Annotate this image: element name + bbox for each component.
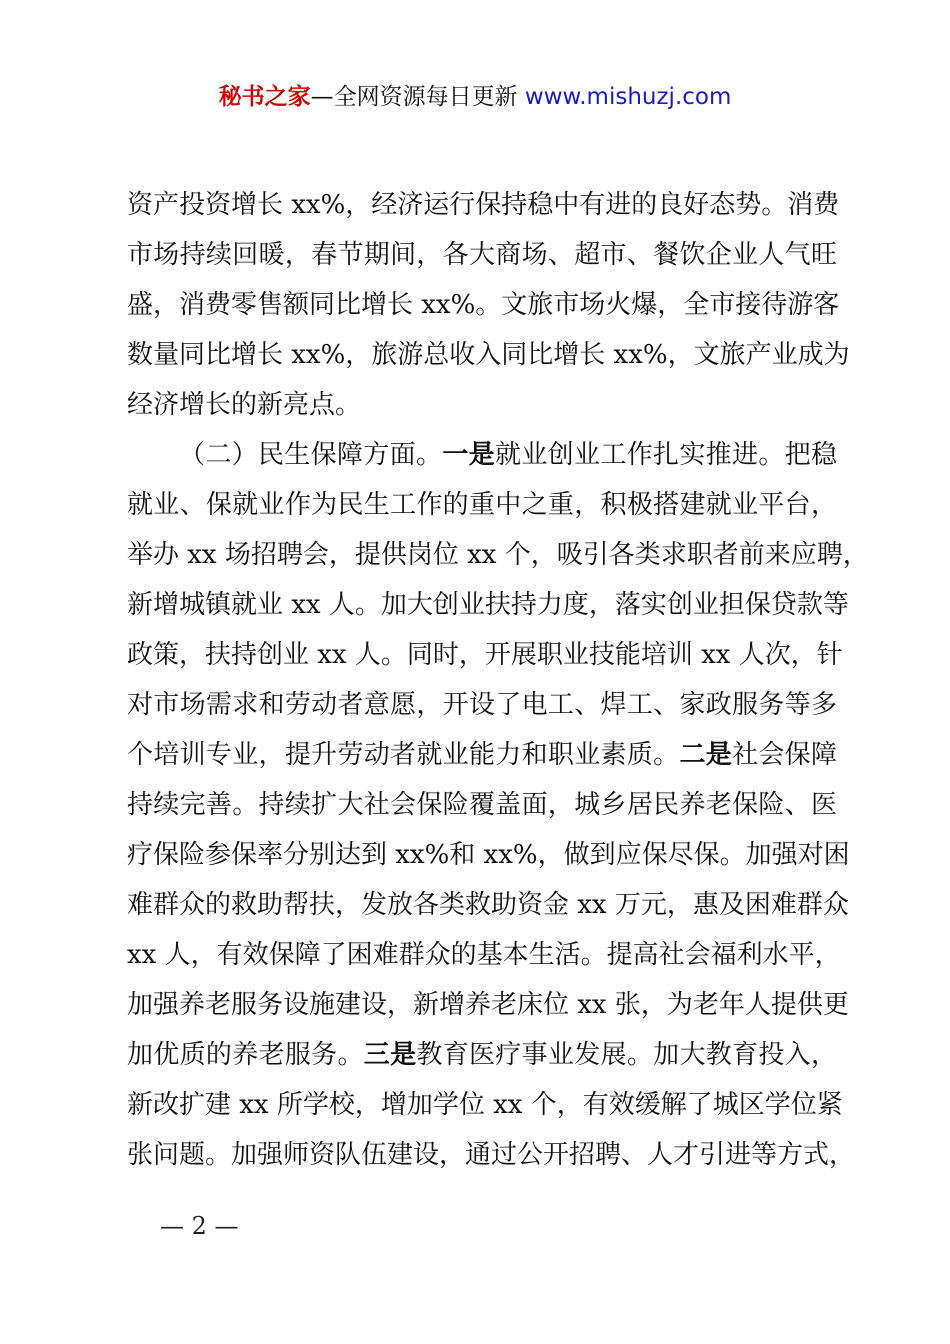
text-segment: 对市场需求和劳动者意愿，开设了电工、焊工、家政服务等多 — [127, 690, 837, 720]
text-segment: 政策，扶持创业 xx 人。同时，开展职业技能培训 xx 人次，针 — [127, 640, 843, 670]
text-segment: 新改扩建 xx 所学校，增加学位 xx 个，有效缓解了城区学位紧 — [127, 1090, 843, 1120]
text-segment: 就业、保就业作为民生工作的重中之重，积极搭建就业平台， — [127, 490, 837, 520]
text-line — [127, 280, 840, 330]
site-brand: 秘书之家 — [218, 84, 311, 110]
text-line — [127, 330, 850, 380]
page-number: — 2 — — [160, 1212, 239, 1240]
site-banner — [0, 82, 950, 112]
text-segment: 盛，消费零售额同比增长 xx%。文旅市场火爆，全市接待游客 — [127, 290, 840, 320]
text-line — [127, 380, 837, 430]
site-slogan: —全网资源每日更新 — [310, 84, 518, 110]
text-segment: 举办 xx 场招聘会，提供岗位 xx 个，吸引各类求职者前来应聘， — [127, 540, 869, 570]
text-line — [127, 480, 837, 530]
text-segment: 数量同比增长 xx%，旅游总收入同比增长 xx%，文旅产业成为 — [127, 340, 850, 370]
text-line — [127, 780, 837, 830]
text-line — [127, 530, 869, 580]
text-line — [127, 230, 837, 280]
text-line — [127, 180, 840, 230]
site-url-link[interactable]: www.mishuzj.com — [524, 84, 732, 110]
text-segment: 就业创业工作扎实推进。把稳 — [495, 440, 837, 470]
text-line — [127, 630, 843, 680]
text-line — [127, 980, 849, 1030]
text-line — [127, 1030, 837, 1080]
text-segment: 个培训专业，提升劳动者就业能力和职业素质。 — [127, 740, 680, 770]
text-segment: xx 人，有效保障了困难群众的基本生活。提高社会福利水平， — [127, 940, 841, 970]
text-segment: 难群众的救助帮扶，发放各类救助资金 xx 万元，惠及困难群众 — [127, 890, 849, 920]
text-segment: 新增城镇就业 xx 人。加大创业扶持力度，落实创业担保贷款等 — [127, 590, 849, 620]
text-line — [127, 580, 849, 630]
emphasis-text: 三是 — [363, 1040, 417, 1070]
text-line — [127, 1130, 856, 1180]
text-segment: 资产投资增长 xx%，经济运行保持稳中有进的良好态势。消费 — [127, 190, 840, 220]
text-segment: （二）民生保障方面。 — [179, 440, 443, 470]
text-segment: 市场持续回暖，春节期间，各大商场、超市、餐饮企业人气旺 — [127, 240, 837, 270]
text-line — [127, 730, 837, 780]
text-segment: 疗保险参保率分别达到 xx%和 xx%，做到应保尽保。加强对困 — [127, 840, 850, 870]
text-line — [127, 430, 837, 480]
text-segment: 加强养老服务设施建设，新增养老床位 xx 张，为老年人提供更 — [127, 990, 849, 1020]
text-line — [127, 930, 841, 980]
text-line — [127, 880, 849, 930]
text-line — [127, 1080, 843, 1130]
text-segment: 经济增长的新亮点。 — [127, 390, 362, 420]
document-body — [127, 180, 869, 1180]
text-segment: 张问题。加强师资队伍建设，通过公开招聘、人才引进等方式， — [127, 1140, 856, 1170]
emphasis-text: 二是 — [679, 740, 733, 770]
text-segment: 加优质的养老服务。 — [127, 1040, 364, 1070]
emphasis-text: 一是 — [442, 440, 495, 470]
text-segment: 持续完善。持续扩大社会保险覆盖面，城乡居民养老保险、医 — [127, 790, 837, 820]
text-segment: 社会保障 — [732, 740, 837, 770]
text-segment: 教育医疗事业发展。加大教育投入， — [416, 1040, 837, 1070]
text-line — [127, 680, 837, 730]
text-line — [127, 830, 850, 880]
